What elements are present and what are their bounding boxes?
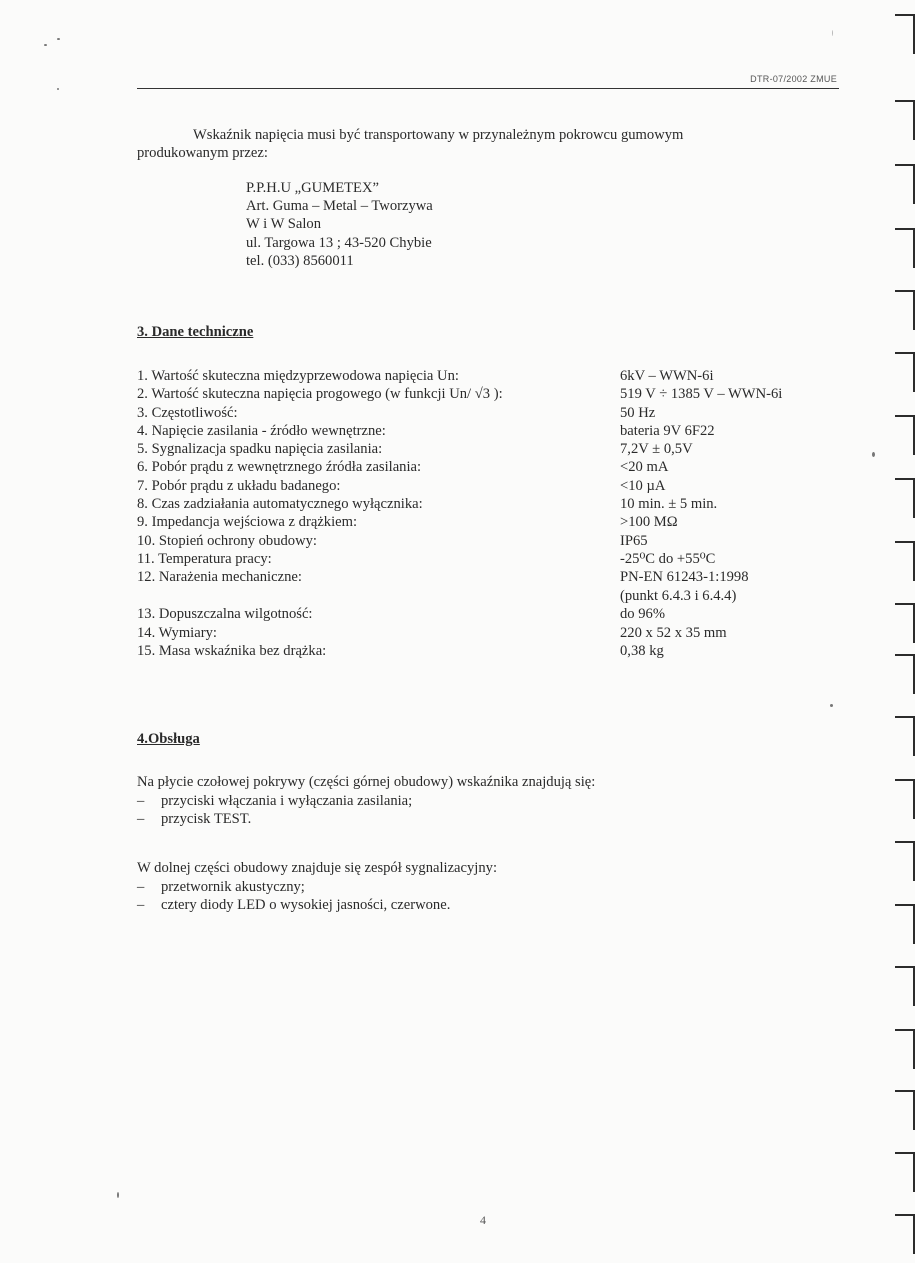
- scan-speck: [830, 704, 833, 707]
- binding-mark: [895, 290, 915, 330]
- binding-mark: [895, 1152, 915, 1192]
- spec-value: -25⁰C do +55⁰C: [620, 550, 716, 567]
- spec-value: 10 min. ± 5 min.: [620, 496, 718, 513]
- spec-label: 11. Temperatura pracy:: [137, 550, 272, 567]
- spec-label: 12. Narażenia mechaniczne:: [137, 569, 302, 586]
- address-line: ul. Targowa 13 ; 43-520 Chybie: [246, 234, 432, 251]
- spec-label: 8. Czas zadziałania automatycznego wyłącznika:: [137, 496, 423, 513]
- spec-row: [137, 550, 847, 568]
- spec-row: [137, 642, 847, 660]
- spec-value: <20 mA: [620, 459, 669, 476]
- scan-speck: [832, 30, 833, 36]
- list-item: [137, 878, 497, 897]
- spec-row: [137, 605, 847, 623]
- spec-row: [137, 568, 847, 605]
- binding-mark: [895, 352, 915, 392]
- list-dash: –: [137, 792, 145, 809]
- intro-line-2: produkowanym przez:: [137, 145, 268, 161]
- spec-value-line: PN-EN 61243-1:1998: [620, 569, 749, 586]
- binding-mark: [895, 100, 915, 140]
- spec-value: 6kV – WWN-6i: [620, 368, 714, 384]
- binding-mark: [895, 966, 915, 1006]
- front-panel-paragraph: [137, 773, 595, 829]
- spec-row: [137, 458, 847, 476]
- spec-value: <10 µA: [620, 477, 666, 494]
- spec-value-line: (punkt 6.4.3 i 6.4.4): [620, 587, 737, 604]
- spec-label: 2. Wartość skuteczna napięcia progowego (w funkcji Un/ √3 ):: [137, 386, 503, 403]
- header-rule: [137, 88, 839, 89]
- spec-row: [137, 495, 847, 513]
- spec-row: [137, 477, 847, 495]
- spec-row: [137, 624, 847, 642]
- binding-mark: [895, 716, 915, 756]
- intro-line-1-text: Wskaźnik napięcia musi być transportowany w przynależnym pokrowcu gumowym: [193, 127, 684, 143]
- spec-label: 1. Wartość skuteczna międzyprzewodowa napięcia Un:: [137, 368, 459, 384]
- scan-speck: [57, 88, 59, 90]
- address-line: Art. Guma – Metal – Tworzywa: [246, 198, 433, 215]
- binding-mark: [895, 779, 915, 819]
- spec-row: [137, 513, 847, 531]
- signaling-paragraph: [137, 859, 497, 915]
- spec-label: 10. Stopień ochrony obudowy:: [137, 532, 317, 549]
- spec-label: 4. Napięcie zasilania - źródło wewnętrzne:: [137, 422, 386, 439]
- spec-label: 13. Dopuszczalna wilgotność:: [137, 606, 313, 623]
- list-item-text: przetwornik akustyczny;: [161, 878, 305, 895]
- scan-speck: [872, 452, 875, 457]
- list-dash: –: [137, 811, 145, 828]
- scan-speck: [117, 1192, 119, 1198]
- page-number: 4: [480, 1213, 486, 1227]
- list-item: [137, 792, 595, 811]
- spec-value: >100 MΩ: [620, 514, 678, 531]
- spec-row: [137, 404, 847, 422]
- spec-row: [137, 385, 847, 403]
- binding-mark: [895, 1214, 915, 1254]
- spec-value: 7,2V ± 0,5V: [620, 441, 693, 458]
- spec-label: 14. Wymiary:: [137, 624, 217, 641]
- manufacturer-address: [246, 179, 433, 270]
- spec-value: IP65: [620, 532, 648, 549]
- binding-mark: [895, 904, 915, 944]
- spec-value: 50 Hz: [620, 404, 656, 421]
- list-item-text: przycisk TEST.: [161, 811, 252, 828]
- spec-row: [137, 532, 847, 550]
- section-4-title: 4.Obsługa: [137, 731, 200, 747]
- spec-label: 7. Pobór prądu z układu badanego:: [137, 477, 341, 494]
- spec-row: [137, 440, 847, 458]
- binding-mark: [895, 478, 915, 518]
- binding-mark: [895, 14, 915, 54]
- spec-value: 220 x 52 x 35 mm: [620, 624, 727, 641]
- paragraph-text: W dolnej części obudowy znajduje się zespół sygnalizacyjny:: [137, 860, 498, 876]
- address-line: P.P.H.U „GUMETEX”: [246, 180, 379, 196]
- list-item-text: przyciski włączania i wyłączania zasilania;: [161, 792, 413, 809]
- list-item: [137, 896, 497, 915]
- intro-paragraph: [137, 126, 839, 162]
- section-3-title: 3. Dane techniczne: [137, 324, 254, 340]
- spec-value: 0,38 kg: [620, 642, 664, 659]
- binding-mark: [895, 654, 915, 694]
- binding-mark: [895, 603, 915, 643]
- spec-label: 3. Częstotliwość:: [137, 404, 238, 421]
- scan-speck: [44, 44, 47, 46]
- binding-mark: [895, 541, 915, 581]
- address-line: W i W Salon: [246, 216, 321, 233]
- scan-speck: [57, 38, 60, 40]
- spec-value: do 96%: [620, 606, 665, 623]
- spec-value: 519 V ÷ 1385 V – WWN-6i: [620, 386, 783, 403]
- spec-row: [137, 367, 847, 385]
- technical-data-list: [137, 367, 847, 660]
- intro-line-1: [137, 126, 839, 144]
- spec-label: 15. Masa wskaźnika bez drążka:: [137, 642, 327, 659]
- binding-mark: [895, 228, 915, 268]
- binding-mark: [895, 1090, 915, 1130]
- spec-value: bateria 9V 6F22: [620, 422, 715, 439]
- document-reference: DTR-07/2002 ZMUE: [750, 74, 837, 84]
- binding-mark: [895, 1029, 915, 1069]
- binding-mark: [895, 415, 915, 455]
- spec-row: [137, 422, 847, 440]
- binding-mark: [895, 841, 915, 881]
- list-item: [137, 810, 595, 829]
- binding-marks: [895, 0, 915, 1263]
- spec-label: 9. Impedancja wejściowa z drążkiem:: [137, 514, 358, 531]
- paragraph-text: Na płycie czołowej pokrywy (części górnej obudowy) wskaźnika znajdują się:: [137, 774, 596, 790]
- list-dash: –: [137, 897, 145, 914]
- spec-label: 5. Sygnalizacja spadku napięcia zasilania:: [137, 441, 383, 458]
- address-line: tel. (033) 8560011: [246, 252, 354, 269]
- spec-value: [620, 568, 749, 605]
- spec-label: 6. Pobór prądu z wewnętrznego źródła zasilania:: [137, 459, 422, 476]
- binding-mark: [895, 164, 915, 204]
- list-dash: –: [137, 878, 145, 895]
- list-item-text: cztery diody LED o wysokiej jasności, czerwone.: [161, 897, 451, 914]
